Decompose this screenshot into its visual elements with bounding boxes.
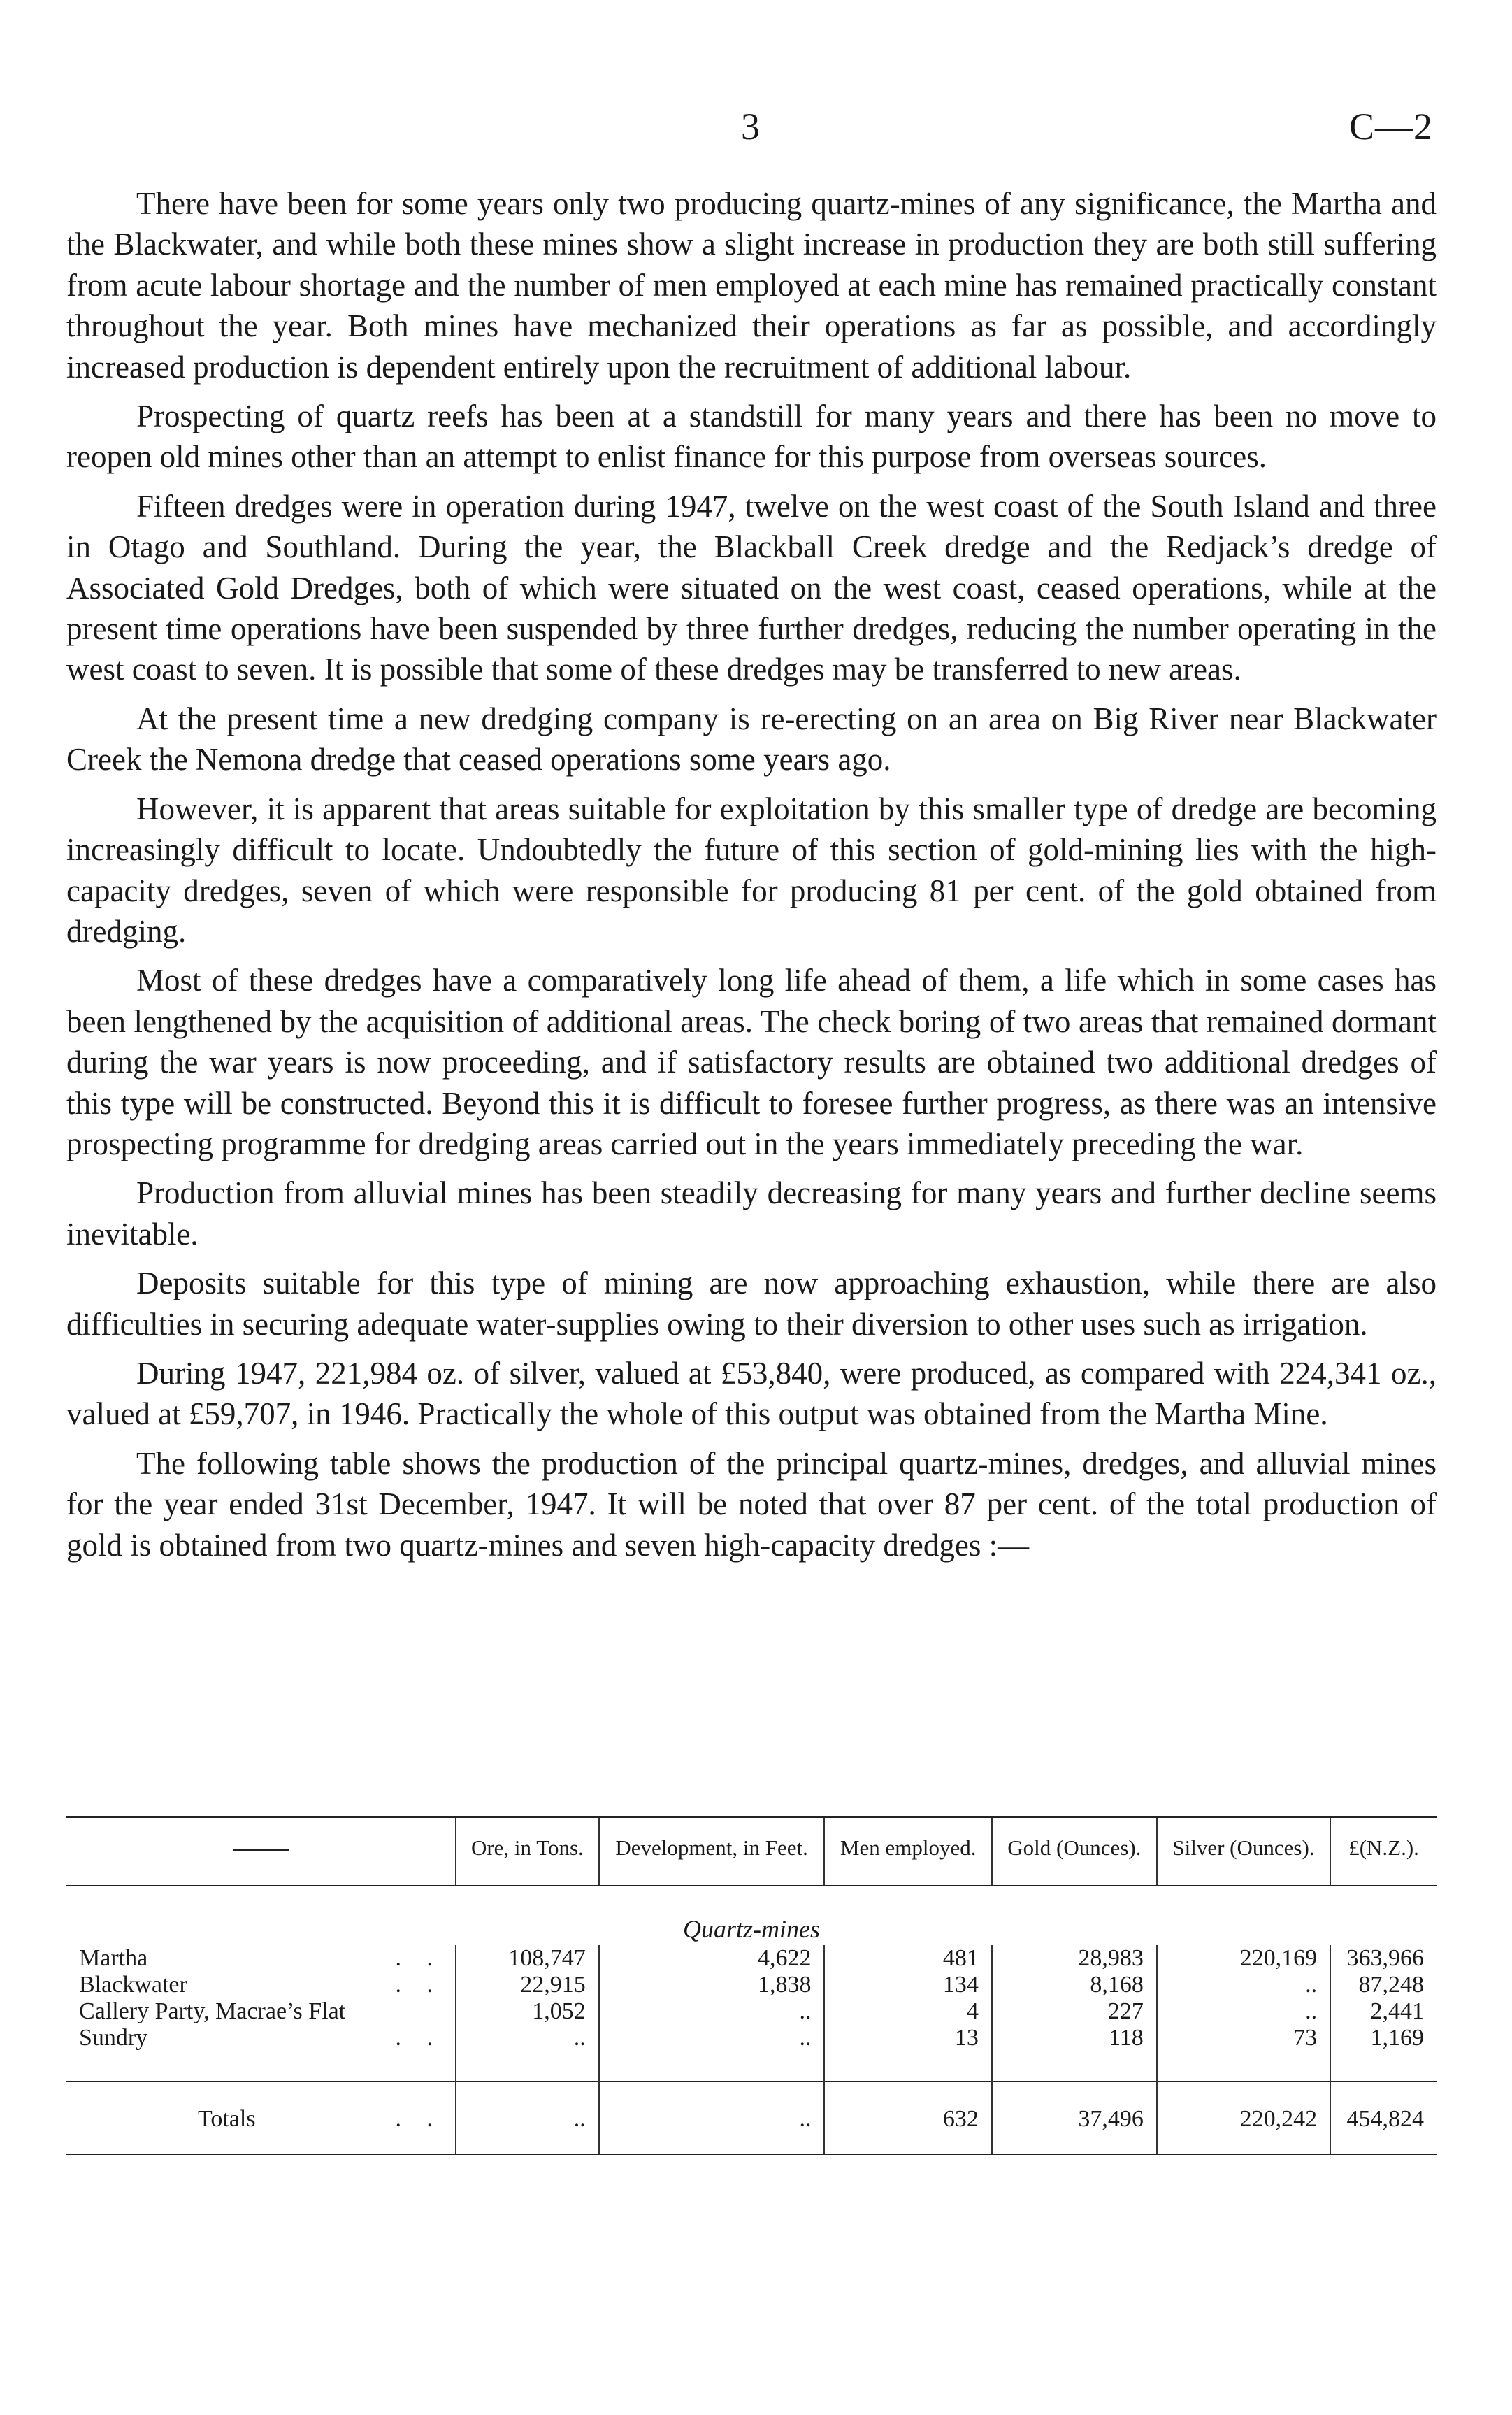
header-value: £(N.Z.). (1330, 1817, 1437, 1886)
header-men: Men employed. (824, 1817, 991, 1886)
cell-ore: 22,915 (456, 1972, 599, 1998)
cell-men: 13 (824, 2025, 991, 2081)
paragraph: Prospecting of quartz reefs has been at a standstill for many years and there has been no move to reopen old mines other than an attempt to enlist finance for this purpose from overseas sources. (66, 399, 1437, 475)
paragraph: During 1947, 221,984 oz. of silver, valued at £53,840, were produced, as compared with 224,341 oz., valued at £59,707, in 1946. Practically the whole of this output was obtained from the Martha Mine. (66, 1355, 1437, 1432)
table-row (66, 2025, 1437, 2081)
cell-gold: 118 (992, 2025, 1157, 2081)
cell-ore: 108,747 (456, 1945, 599, 1972)
header-development: Development, in Feet. (599, 1817, 825, 1886)
leader-dots: . . (395, 2025, 442, 2051)
body-text (66, 183, 1437, 1574)
header-ore: Ore, in Tons. (456, 1817, 599, 1886)
table-row (66, 1998, 1437, 2025)
totals-row (66, 2081, 1437, 2154)
page-number: 3 (741, 106, 760, 148)
total-ore: .. (456, 2081, 599, 2154)
cell-silver: .. (1157, 1998, 1330, 2025)
cell-development: 1,838 (599, 1972, 825, 1998)
row-label (66, 1972, 456, 1998)
row-label (66, 1945, 456, 1972)
section-row (66, 1886, 1437, 1945)
cell-men: 134 (824, 1972, 991, 1998)
total-value: 454,824 (1330, 2081, 1437, 2154)
cell-silver: 220,169 (1157, 1945, 1330, 1972)
mine-name: Callery Party, Macrae’s Flat (79, 1998, 346, 2024)
paragraph: Fifteen dredges were in operation during 1947, twelve on the west coast of the South Island and three in Otago and Southland. During the year, the Blackball Creek dredge and the Redjack’s dredge of Associated Gold Dredges, both of which were situated on the west coast, ceased operations, while at the present time operations have been suspended by three further dredges, reducing the number operating in the west coast to seven. It is possible that some of these dredges may be transferred to new areas. (66, 488, 1437, 687)
totals-label: Totals (198, 2106, 256, 2132)
total-men: 632 (824, 2081, 991, 2154)
header-silver: Silver (Ounces). (1157, 1817, 1330, 1886)
cell-ore: .. (456, 2025, 599, 2081)
paragraph: Deposits suitable for this type of mining are now approaching exhaustion, while there are also difficulties in securing adequate water-supplies owing to their diversion to other uses such as irrigation. (66, 1266, 1437, 1342)
row-label (66, 2025, 456, 2081)
cell-men: 481 (824, 1945, 991, 1972)
paragraph: There have been for some years only two producing quartz-mines of any significance, the Martha and the Blackwater, and while both these mines show a slight increase in production they are both still suffering from acute labour shortage and the number of men employed at each mine has remained practically constant throughout the year. Both mines have mechanized their operations as far as possible, and accordingly increased production is dependent entirely upon the recruitment of additional labour. (66, 186, 1437, 385)
cell-men: 4 (824, 1998, 991, 2025)
mine-name: Sundry (79, 2025, 148, 2051)
header-blank (66, 1817, 456, 1886)
totals-label-cell (66, 2081, 456, 2154)
cell-value: 363,966 (1330, 1945, 1437, 1972)
table-row (66, 1972, 1437, 1998)
table-row (66, 1945, 1437, 1972)
cell-gold: 227 (992, 1998, 1157, 2025)
paragraph: The following table shows the production of the principal quartz-mines, dredges, and alluvial mines for the year ended 31st December, 1947. It will be noted that over 87 per cent. of the total production of gold is obtained from two quartz-mines and seven high-capacity dredges :— (66, 1445, 1437, 1563)
section-label: Quartz-mines (683, 1915, 820, 1943)
mine-name: Blackwater (79, 1972, 187, 1998)
cell-development: 4,622 (599, 1945, 825, 1972)
paragraph: However, it is apparent that areas suitable for exploitation by this smaller type of dredge are becoming increasingly difficult to locate. Undoubtedly the future of this section of gold-mining lies with the high-capacity dredges, seven of which were responsible for producing 81 per cent. of the gold obtained from dredging. (66, 791, 1437, 949)
table-header-row (66, 1817, 1437, 1886)
cell-value: 1,169 (1330, 2025, 1437, 2081)
cell-gold: 8,168 (992, 1972, 1157, 1998)
cell-ore: 1,052 (456, 1998, 599, 2025)
mine-name: Martha (79, 1945, 148, 1971)
total-gold: 37,496 (992, 2081, 1157, 2154)
total-development: .. (599, 2081, 825, 2154)
paragraph: Production from alluvial mines has been steadily decreasing for many years and further decline seems inevitable. (66, 1175, 1437, 1252)
row-label (66, 1998, 456, 2025)
header-gold: Gold (Ounces). (992, 1817, 1157, 1886)
cell-gold: 28,983 (992, 1945, 1157, 1972)
cell-development: .. (599, 1998, 825, 2025)
paragraph: At the present time a new dredging company is re-erecting on an area on Big River near Blackwater Creek the Nemona dredge that ceased operations some years ago. (66, 701, 1437, 777)
document-reference: C—2 (1349, 106, 1434, 148)
leader-dots: . . (395, 2106, 442, 2132)
leader-dots: . . (395, 1945, 442, 1971)
paragraph: Most of these dredges have a comparatively long life ahead of them, a life which in some cases has been lengthened by the acquisition of additional areas. The check boring of two areas that remained dormant during the war years is now proceeding, and if satisfactory results are obtained two additional dredges of this type will be constructed. Beyond this it is difficult to foresee further progress, as there was an intensive prospecting programme for dredging areas carried out in the years immediately preceding the war. (66, 963, 1437, 1161)
cell-value: 87,248 (1330, 1972, 1437, 1998)
total-silver: 220,242 (1157, 2081, 1330, 2154)
production-table (66, 1816, 1437, 2155)
cell-development: .. (599, 2025, 825, 2081)
cell-silver: 73 (1157, 2025, 1330, 2081)
header-dash (233, 1849, 289, 1851)
leader-dots: . . (395, 1972, 442, 1998)
cell-silver: .. (1157, 1972, 1330, 1998)
cell-value: 2,441 (1330, 1998, 1437, 2025)
